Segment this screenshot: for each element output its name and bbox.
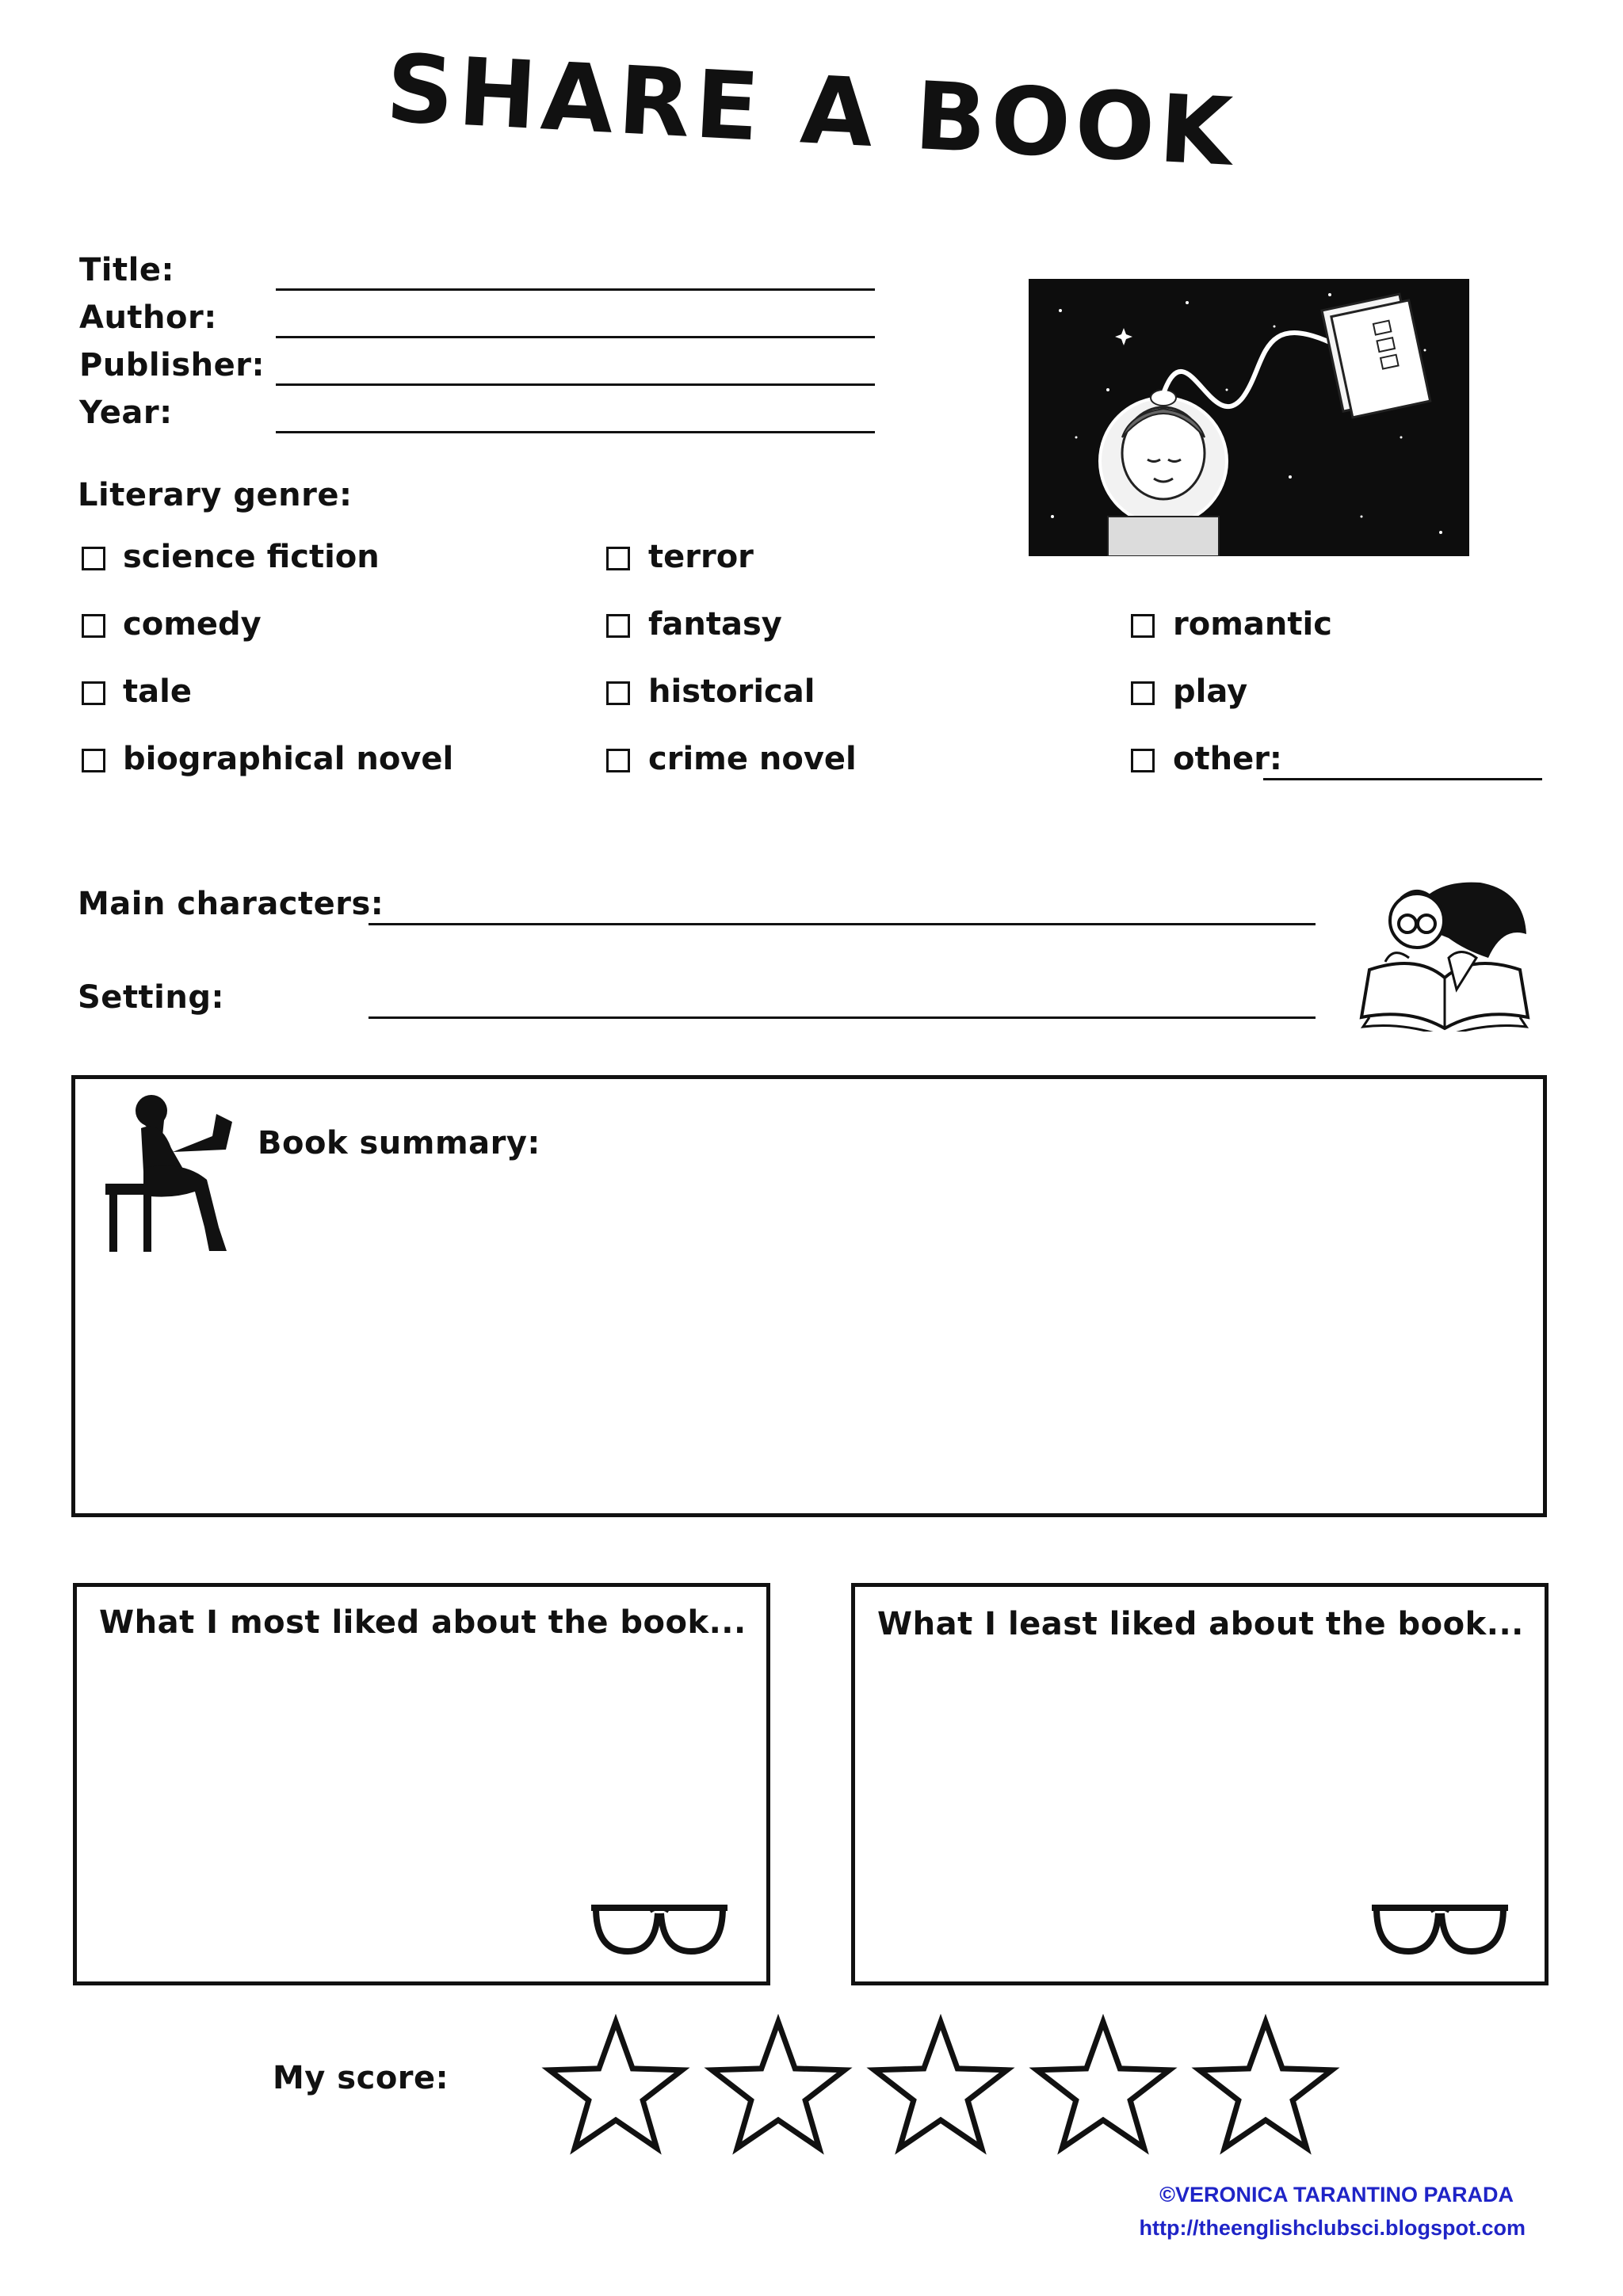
checkbox-biographical-novel[interactable] xyxy=(82,749,105,772)
author-label: Author: xyxy=(79,299,217,336)
checkbox-romantic[interactable] xyxy=(1131,614,1155,638)
credit-author: ©VERONICA TARANTINO PARADA xyxy=(1159,2183,1514,2206)
checkbox-science-fiction[interactable] xyxy=(82,547,105,570)
genre-label-fantasy: fantasy xyxy=(648,606,782,643)
page-title: SHARE A BOOK xyxy=(384,32,1239,188)
checkbox-tale[interactable] xyxy=(82,681,105,705)
setting-input-line[interactable] xyxy=(369,1016,1316,1019)
checkbox-fantasy[interactable] xyxy=(606,614,630,638)
main-characters-input-line[interactable] xyxy=(369,923,1316,925)
checkbox-crime-novel[interactable] xyxy=(606,749,630,772)
star-icon[interactable] xyxy=(540,2014,691,2157)
title-input-line[interactable] xyxy=(276,288,875,291)
author-input-line[interactable] xyxy=(276,336,875,338)
least-liked-box[interactable] xyxy=(851,1583,1549,1985)
most-liked-label: What I most liked about the book... xyxy=(99,1604,747,1641)
credit-url[interactable]: http://theenglishclubsci.blogspot.com xyxy=(1139,2216,1526,2240)
star-icon[interactable] xyxy=(1190,2014,1341,2157)
my-score-label: My score: xyxy=(273,2060,449,2096)
most-liked-box[interactable] xyxy=(73,1583,770,1985)
star-icon[interactable] xyxy=(703,2014,854,2157)
checkbox-terror[interactable] xyxy=(606,547,630,570)
checkbox-comedy[interactable] xyxy=(82,614,105,638)
genre-label-tale: tale xyxy=(123,673,192,710)
genre-label-crime-novel: crime novel xyxy=(648,741,857,777)
genre-label-science-fiction: science fiction xyxy=(123,539,380,575)
checkbox-other[interactable] xyxy=(1131,749,1155,772)
star-icon[interactable] xyxy=(865,2014,1016,2157)
book-summary-box[interactable] xyxy=(71,1075,1547,1517)
genre-label-terror: terror xyxy=(648,539,754,575)
glasses-icon xyxy=(588,1900,731,1957)
genre-label-play: play xyxy=(1173,673,1248,710)
book-summary-label: Book summary: xyxy=(258,1125,540,1161)
genre-label-biographical-novel: biographical novel xyxy=(123,741,454,777)
star-icon[interactable] xyxy=(1028,2014,1178,2157)
other-genre-input-line[interactable] xyxy=(1263,778,1542,780)
publisher-input-line[interactable] xyxy=(276,383,875,386)
publisher-label: Publisher: xyxy=(79,347,265,383)
year-label: Year: xyxy=(79,395,173,431)
title-label: Title: xyxy=(79,252,174,288)
checkbox-historical[interactable] xyxy=(606,681,630,705)
score-stars[interactable] xyxy=(540,2014,1357,2157)
astronaut-book-illustration xyxy=(1029,279,1469,556)
reading-man-illustration xyxy=(1338,875,1544,1032)
reading-woman-silhouette-icon xyxy=(97,1089,240,1259)
genre-label-romantic: romantic xyxy=(1173,606,1332,643)
year-input-line[interactable] xyxy=(276,431,875,433)
genre-heading: Literary genre: xyxy=(78,477,353,513)
genre-label-comedy: comedy xyxy=(123,606,262,643)
genre-label-other: other: xyxy=(1173,741,1282,777)
glasses-icon xyxy=(1369,1900,1511,1957)
genre-label-historical: historical xyxy=(648,673,815,710)
setting-label: Setting: xyxy=(78,979,224,1016)
main-characters-label: Main characters: xyxy=(78,886,384,922)
checkbox-play[interactable] xyxy=(1131,681,1155,705)
least-liked-label: What I least liked about the book... xyxy=(877,1606,1524,1642)
